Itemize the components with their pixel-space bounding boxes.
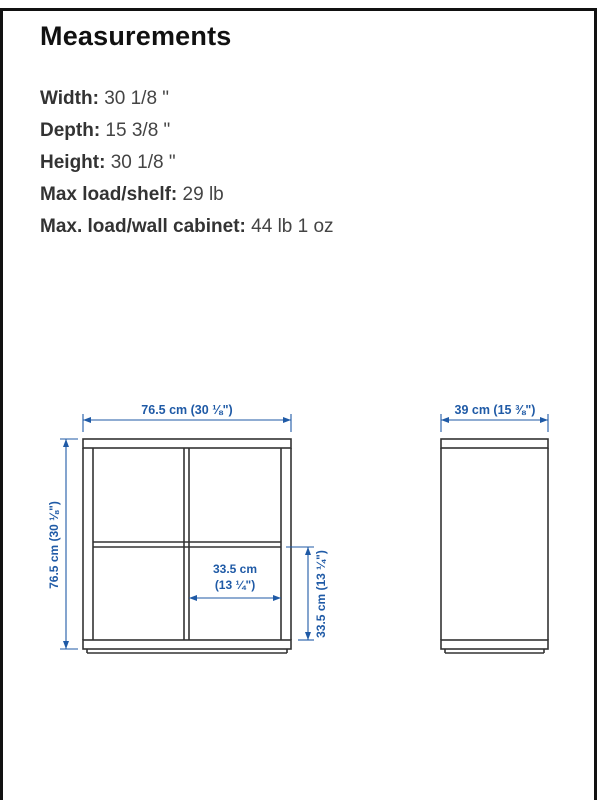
side-top-panel: [441, 439, 548, 448]
spec-label: Height:: [40, 152, 106, 173]
front-bottom-panel: [83, 640, 291, 649]
arrow-up-icon: [305, 547, 311, 555]
arrow-right-icon: [540, 417, 548, 423]
arrow-right-icon: [273, 595, 281, 601]
spec-max-load-wall-cabinet: [40, 211, 334, 243]
front-height-dimension: [60, 439, 78, 649]
compartment-height-label: 33.5 cm (13 ¼"): [314, 550, 328, 638]
compartment-width-dimension: [189, 595, 281, 601]
spec-list: [40, 83, 334, 243]
spec-value: 44 lb 1 oz: [245, 216, 334, 237]
compartment-width-label-line2: (13 ¼"): [214, 578, 256, 592]
compartment-width-label-line1: 33.5 cm: [212, 562, 258, 576]
side-depth-label: 39 cm (15 ⅜"): [454, 403, 536, 417]
side-view: [441, 439, 548, 653]
page-title: Measurements: [40, 21, 232, 51]
spec-max-load-shelf: [40, 179, 334, 211]
spec-value: 29 lb: [177, 184, 224, 205]
arrow-down-icon: [63, 641, 69, 649]
arrow-right-icon: [283, 417, 291, 423]
spec-label: Width:: [40, 88, 99, 109]
arrow-left-icon: [441, 417, 449, 423]
spec-label: Depth:: [40, 120, 101, 141]
arrow-left-icon: [83, 417, 91, 423]
spec-value: 30 1/8 ": [105, 152, 176, 173]
front-width-label: 76.5 cm (30 ⅛"): [141, 403, 233, 417]
dimension-diagram: [0, 380, 597, 800]
arrow-up-icon: [63, 439, 69, 447]
front-view: [83, 439, 291, 653]
spec-width: [40, 83, 334, 115]
spec-height: [40, 147, 334, 179]
spec-value: 15 3/8 ": [100, 120, 171, 141]
spec-label: Max. load/wall cabinet:: [40, 216, 246, 237]
front-height-label: 76.5 cm (30 ⅛"): [47, 501, 61, 589]
spec-label: Max load/shelf:: [40, 184, 178, 205]
arrow-down-icon: [305, 632, 311, 640]
spec-value: 30 1/8 ": [98, 88, 170, 109]
spec-depth: [40, 115, 334, 147]
front-top-panel: [83, 439, 291, 448]
arrow-left-icon: [189, 595, 197, 601]
side-bottom-panel: [441, 640, 548, 649]
